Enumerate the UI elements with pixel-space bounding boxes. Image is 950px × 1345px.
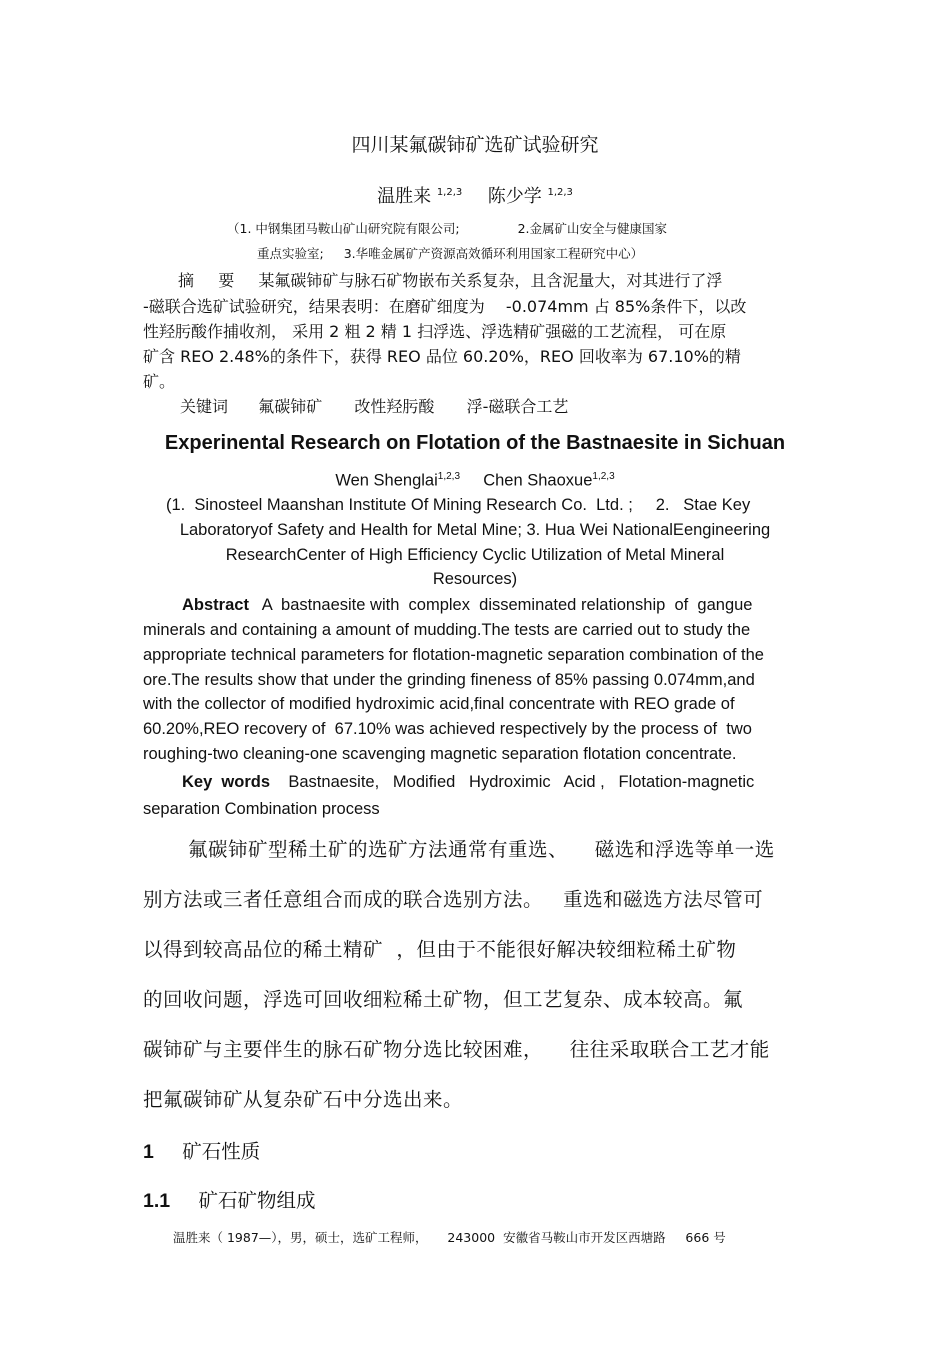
keywords-en-line-2: separation Combination process — [143, 800, 380, 818]
affiliation-cn-line-1 — [227, 219, 667, 237]
author-1-name-en: Wen Shenglai — [335, 471, 438, 490]
authors-cn — [0, 182, 950, 208]
keywords-cn — [180, 394, 568, 417]
intro-line-5: 碳铈矿与主要伴生的脉石矿物分选比较困难， 往往采取联合工艺才能 — [143, 1038, 770, 1061]
section-1-1-number: 1.1 — [143, 1190, 171, 1212]
author-1-affil-mark-en: 1,2,3 — [437, 471, 461, 482]
author-1-name: 温胜来 — [377, 186, 432, 207]
abstract-en-line-3: appropriate technical parameters for flotation-magnetic separation combination of the — [143, 646, 764, 664]
abstract-cn-line-4: 矿含 REO 2.48%的条件下，获得 REO 品位 60.20%，REO 回收率为 67.10%的精 — [143, 347, 741, 366]
author-2-affil-mark: 1,2,3 — [547, 187, 573, 198]
affiliation-cn-part-2: 2.金属矿山安全与健康国家 — [517, 221, 668, 236]
abstract-cn-line-1 — [178, 268, 722, 291]
author-2-name: 陈少学 — [487, 186, 542, 207]
author-2-name-en: Chen Shaoxue — [483, 471, 593, 490]
keywords-en-line-1 — [182, 773, 754, 792]
keywords-cn-label: 关键词 — [180, 397, 229, 416]
affiliation-cn-part-3: 重点实验室; — [257, 246, 324, 261]
intro-line-3: 以得到较高品位的稀土精矿 ，但由于不能很好解决较细粒稀土矿物 — [143, 938, 737, 961]
abstract-cn-line-5: 矿。 — [143, 372, 176, 391]
section-1-title: 矿石性质 — [182, 1140, 261, 1163]
abstract-cn-label-b: 要 — [218, 271, 235, 290]
authors-en — [0, 471, 950, 491]
section-1-heading — [143, 1136, 260, 1164]
intro-line-6: 把氟碳铈矿从复杂矿石中分选出来。 — [143, 1088, 464, 1111]
footnote-author: 温胜来（ 1987—），男，硕士，选矿工程师， 243000 安徽省马鞍山市开发区西塘路 666 号 — [173, 1230, 726, 1245]
intro-line-2: 别方法或三者任意组合而成的联合选别方法。 重选和磁选方法尽管可 — [143, 888, 764, 911]
abstract-en-label: Abstract — [182, 596, 249, 614]
abstract-cn-line-2: -磁联合选矿试验研究，结果表明：在磨矿细度为 -0.074mm 占 85%条件下，以改 — [143, 297, 747, 316]
keywords-en-label: Key words — [182, 773, 271, 791]
abstract-en-line-5: with the collector of modified hydroximic acid,final concentrate with REO grade of — [143, 695, 735, 713]
affiliation-en-line-4: Resources) — [432, 570, 518, 588]
section-1-number: 1 — [143, 1141, 154, 1163]
abstract-en-line-7: roughing-two cleaning-one scavenging magnetic separation flotation concentrate. — [143, 745, 737, 763]
abstract-cn-line-3: 性羟肟酸作捕收剂， 采用 2 粗 2 精 1 扫浮选、浮选精矿强磁的工艺流程， 可在原 — [143, 322, 727, 341]
intro-line-4: 的回收问题，浮选可回收细粒稀土矿物，但工艺复杂、成本较高。氟 — [143, 988, 744, 1011]
author-2-affil-mark-en: 1,2,3 — [592, 471, 615, 482]
affiliation-en-line-3: ResearchCenter of High Efficiency Cyclic Utilization of Metal Mineral — [225, 546, 725, 564]
title-en: Experinental Research on Flotation of the Bastnaesite in Sichuan — [164, 432, 786, 454]
affiliation-cn-line-2 — [257, 244, 643, 262]
abstract-en-line-4: ore.The results show that under the grinding fineness of 85% passing 0.074mm,and — [143, 671, 755, 689]
abstract-en-line-6: 60.20%,REO recovery of 67.10% was achieved respectively by the process of two — [143, 720, 752, 738]
abstract-en-text-1: A bastnaesite with complex disseminated relationship of gangue — [261, 596, 753, 614]
title-cn: 四川某氟碳铈矿选矿试验研究 — [351, 134, 599, 156]
keywords-en-text-1: Bastnaesite, Modified Hydroximic Acid , Flotation-magnetic — [288, 773, 755, 791]
affiliation-cn-part-4: 3.华唯金属矿产资源高效循环利用国家工程研究中心） — [343, 246, 644, 261]
keywords-cn-item: 浮-磁联合工艺 — [466, 397, 569, 416]
affiliation-en-line-1: (1. Sinosteel Maanshan Institute Of Mining Research Co. Ltd. ; 2. Stae Key — [166, 496, 751, 514]
section-1-1-heading — [143, 1185, 316, 1213]
abstract-en-line-2: minerals and containing a amount of mudding.The tests are carried out to study the — [143, 621, 751, 639]
abstract-cn-label-a: 摘 — [178, 271, 195, 290]
abstract-cn-text-1: 某氟碳铈矿与脉石矿物嵌布关系复杂，且含泥量大，对其进行了浮 — [258, 271, 723, 290]
affiliation-cn-part-1: （1. 中钢集团马鞍山矿山研究院有限公司; — [227, 221, 460, 236]
intro-line-1: 氟碳铈矿型稀土矿的选矿方法通常有重选、 磁选和浮选等单一选 — [188, 838, 775, 861]
keywords-cn-item: 氟碳铈矿 — [258, 397, 323, 416]
affiliation-en-line-2: Laboratoryof Safety and Health for Metal Mine; 3. Hua Wei NationalEengineering — [179, 521, 771, 539]
keywords-cn-item: 改性羟肟酸 — [354, 397, 435, 416]
section-1-1-title: 矿石矿物组成 — [198, 1189, 316, 1212]
abstract-en-line-1 — [182, 596, 753, 615]
author-1-affil-mark: 1,2,3 — [436, 187, 463, 198]
